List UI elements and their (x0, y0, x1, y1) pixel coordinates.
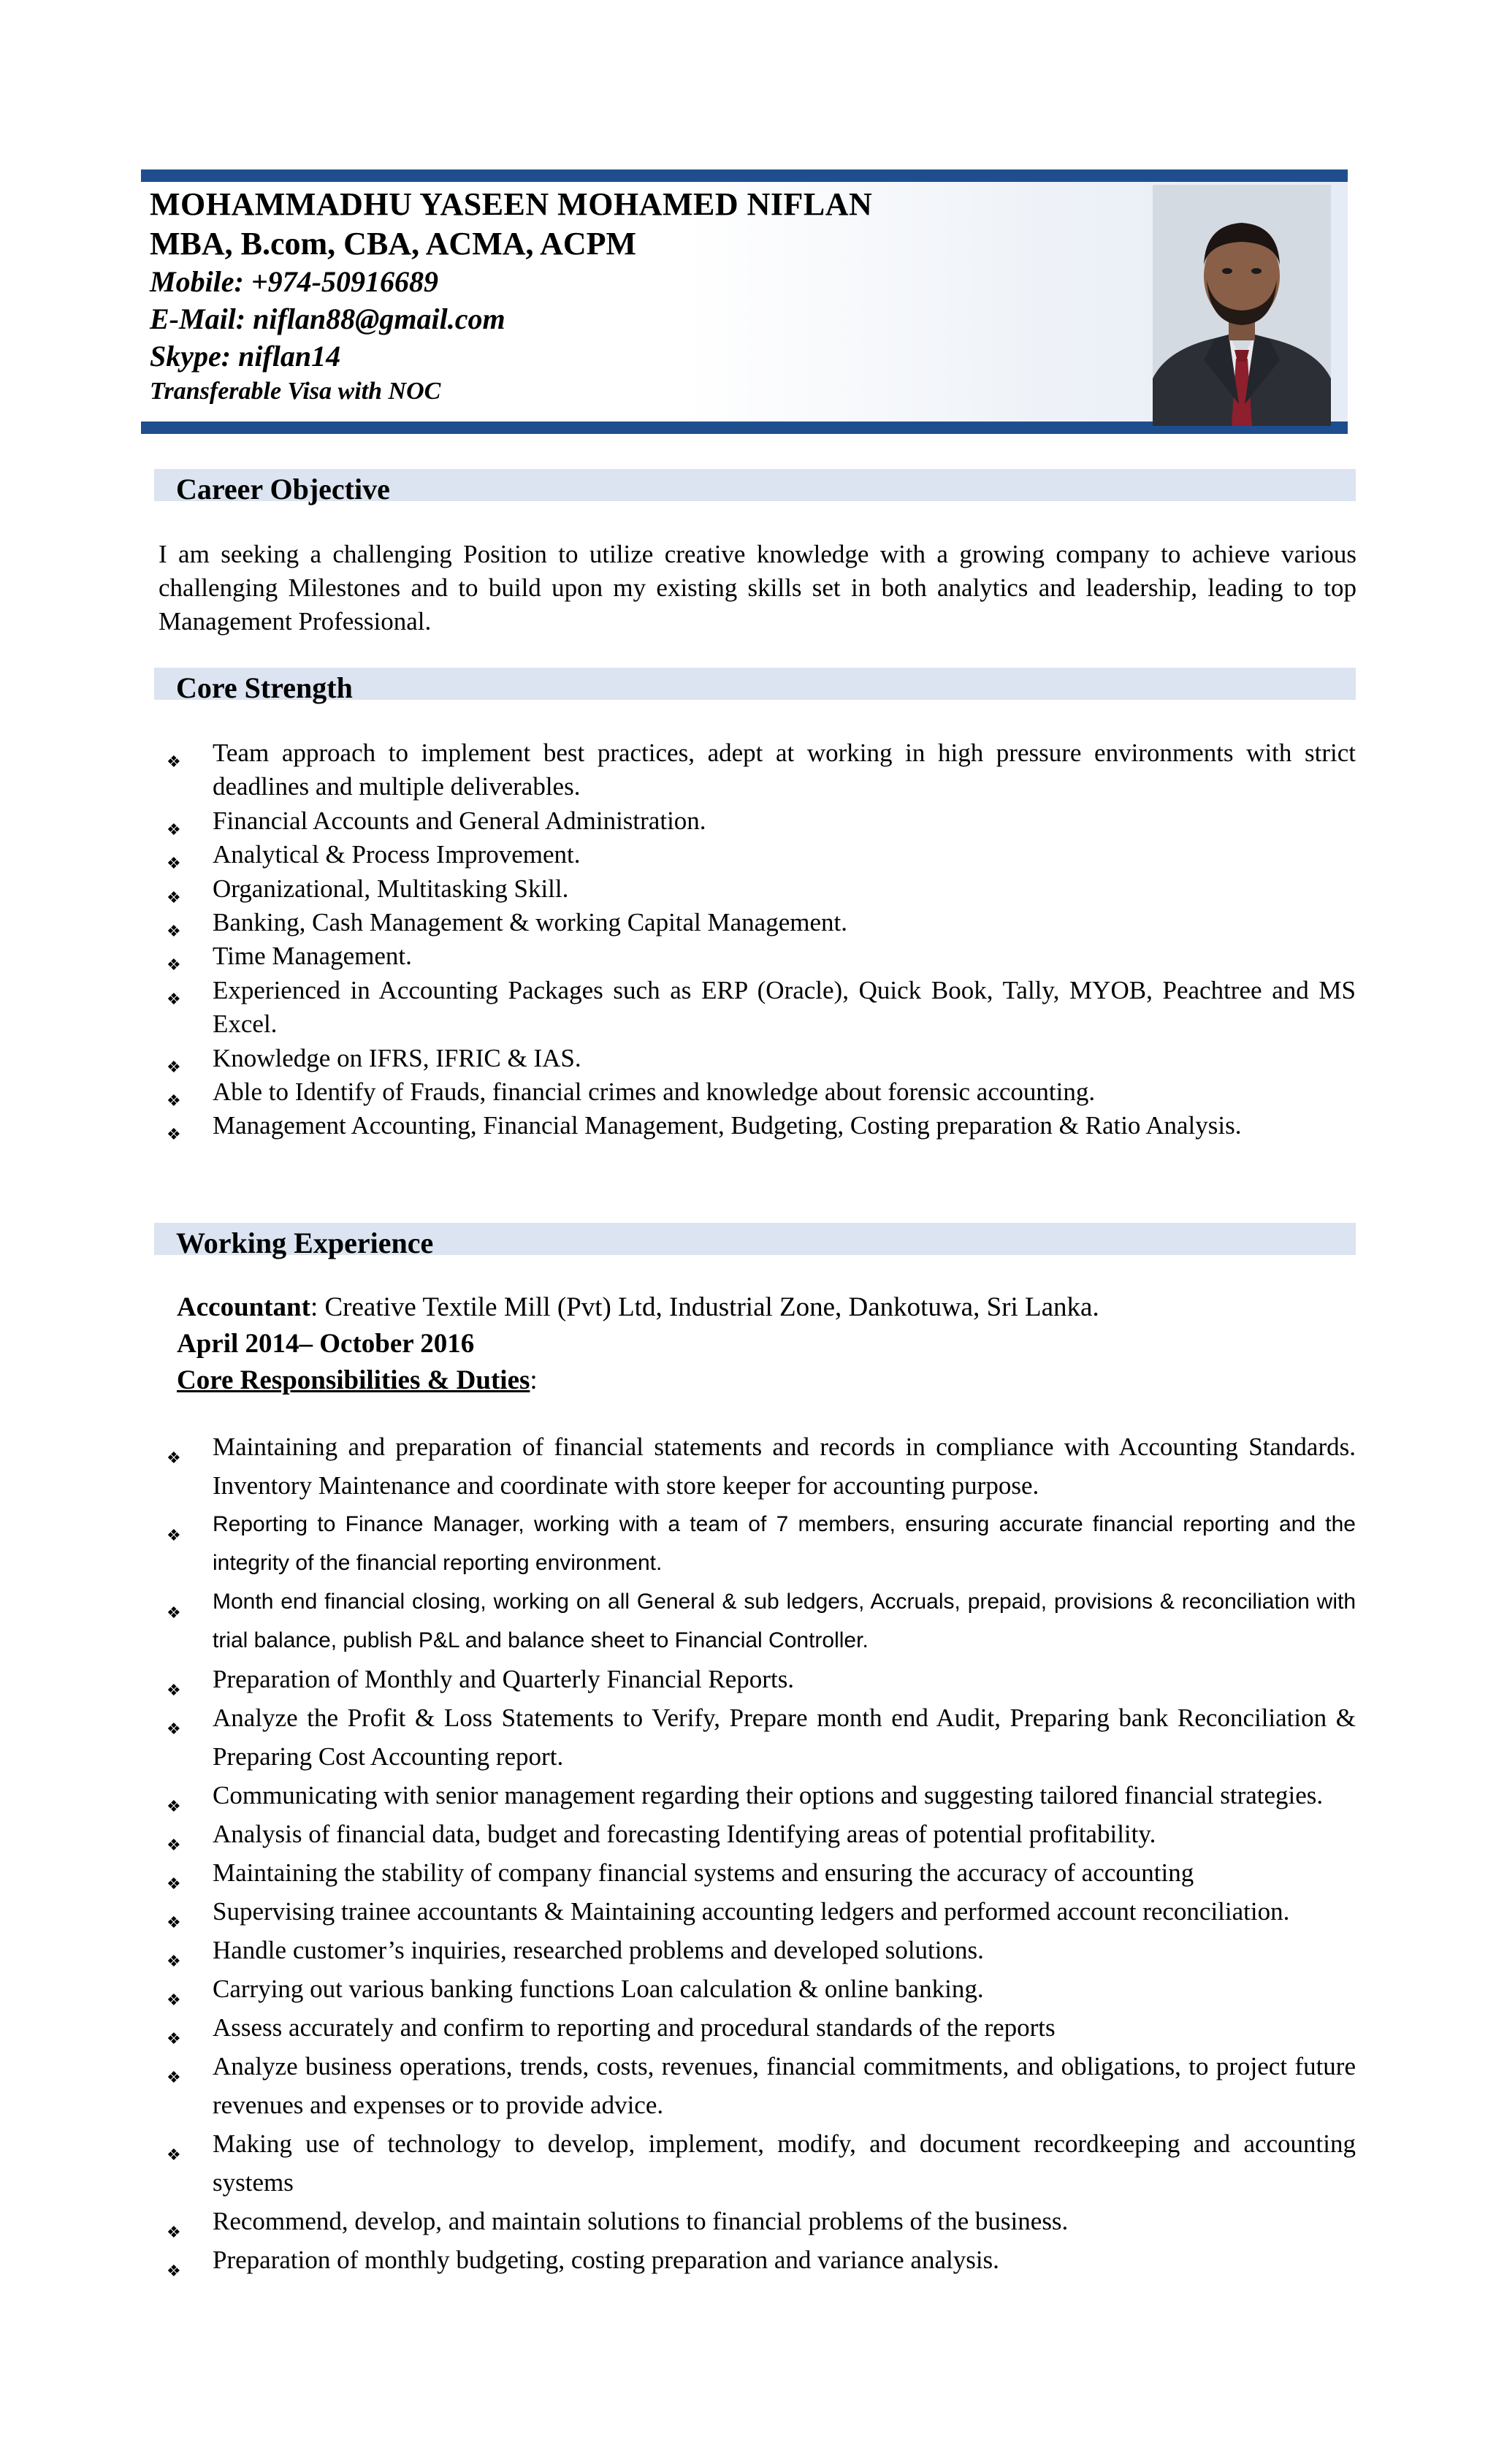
section-working-experience (154, 1223, 1356, 1259)
job-company: : Creative Textile Mill (Pvt) Ltd, Industrial Zone, Dankotuwa, Sri Lanka. (310, 1292, 1099, 1322)
list-item-text: Preparation of monthly budgeting, costing preparation and variance analysis. (213, 2246, 999, 2274)
list-item-text: Able to Identify of Frauds, financial crimes and knowledge about forensic accounting. (213, 1077, 1096, 1107)
bullet-icon: ❖ (167, 820, 181, 839)
bullet-icon: ❖ (167, 1797, 181, 1815)
list-item-text: Reporting to Finance Manager, working with a team of 7 members, ensuring accurate financial reporting and the integrity of the financial reporting environment. (213, 1512, 1356, 1575)
list-item (167, 2008, 1356, 2047)
bullet-icon: ❖ (167, 1057, 181, 1076)
list-item-text: Communicating with senior management regarding their options and suggesting tailored financial strategies. (213, 1781, 1324, 1809)
bullet-icon: ❖ (167, 922, 181, 941)
list-item-text: Supervising trainee accountants & Maintaining accounting ledgers and performed account reconciliation. (213, 1897, 1290, 1926)
bullet-icon: ❖ (167, 2262, 181, 2280)
list-item-text: Analytical & Process Improvement. (213, 840, 581, 869)
list-item-text: Experienced in Accounting Packages such as ERP (Oracle), Quick Book, Tally, MYOB, Peachtree and MS Excel. (213, 975, 1356, 1039)
list-item-text: Organizational, Multitasking Skill. (213, 874, 569, 903)
list-item-text: Knowledge on IFRS, IFRIC & IAS. (213, 1043, 581, 1072)
candidate-name: MOHAMMADHU YASEEN MOHAMED NIFLAN (150, 186, 873, 222)
bullet-icon: ❖ (167, 1913, 181, 1931)
list-item-text: Handle customer’s inquiries, researched problems and developed solutions. (213, 1936, 984, 1964)
bullet-icon: ❖ (167, 1836, 181, 1854)
list-item (167, 974, 1356, 1042)
duties-label: Core Responsibilities & Duties (177, 1365, 530, 1395)
skype-id: Skype: niflan14 (150, 340, 341, 373)
list-item-text: Month end financial closing, working on all General & sub ledgers, Accruals, prepaid, provisions & reconciliation with trial balance, publish P&L and balance sheet to Financial Controller. (213, 1590, 1356, 1652)
profile-photo (1153, 185, 1331, 426)
bullet-icon: ❖ (167, 1991, 181, 2009)
list-item-text: Assess accurately and confirm to reporting and procedural standards of the reports (213, 2013, 1056, 2042)
list-item (167, 1969, 1356, 2008)
list-item-text: Banking, Cash Management & working Capital Management. (213, 908, 847, 937)
list-item-text: Financial Accounts and General Administration. (213, 806, 706, 835)
list-item-text: Recommend, develop, and maintain solutions to financial problems of the business. (213, 2207, 1069, 2235)
list-item (167, 2047, 1356, 2124)
bullet-icon: ❖ (167, 1720, 181, 1738)
list-item-text: Analysis of financial data, budget and forecasting Identifying areas of potential profitability. (213, 1820, 1156, 1848)
list-item (167, 1892, 1356, 1931)
bullet-icon: ❖ (167, 1603, 181, 1622)
job-period: April 2014– October 2016 (177, 1329, 475, 1359)
bullet-icon: ❖ (167, 2029, 181, 2048)
bullet-icon: ❖ (167, 1526, 181, 1544)
portrait-icon (1153, 185, 1331, 426)
career-objective-text: I am seeking a challenging Position to utilize creative knowledge with a growing company to achieve various challenging Milestones and to build upon my existing skills set in both analytics and leadership, leading to top Management Professional. (159, 540, 1356, 636)
list-item (167, 1698, 1356, 1776)
section-title: Career Objective (176, 473, 390, 506)
bullet-icon: ❖ (167, 752, 181, 771)
list-item (167, 939, 1356, 973)
list-item (167, 1776, 1356, 1815)
list-item (167, 2124, 1356, 2202)
list-item (167, 1931, 1356, 1969)
list-item-text: Carrying out various banking functions Loan calculation & online banking. (213, 1975, 984, 2003)
list-item-text: Making use of technology to develop, implement, modify, and document recordkeeping and accounting systems (213, 2129, 1356, 2197)
section-title: Working Experience (176, 1227, 434, 1259)
email-address: E-Mail: niflan88@gmail.com (150, 302, 505, 335)
list-item-text: Analyze the Profit & Loss Statements to Verify, Prepare month end Audit, Preparing bank Reconciliation & Preparing Cost Accounting report. (213, 1704, 1356, 1771)
list-item (167, 2240, 1356, 2279)
list-item-text: Maintaining the stability of company financial systems and ensuring the accuracy of accounting (213, 1858, 1194, 1887)
list-item-text: Analyze business operations, trends, costs, revenues, financial commitments, and obligations, to project future revenues and expenses or to provide advice. (213, 2052, 1356, 2119)
bullet-icon: ❖ (167, 2223, 181, 2241)
list-item (167, 1660, 1356, 1698)
list-item-text: Team approach to implement best practices, adept at working in high pressure environments with strict deadlines and multiple deliverables. (213, 739, 1356, 801)
list-item (167, 872, 1356, 906)
section-core-strength (154, 668, 1356, 704)
job-role: Accountant (177, 1292, 310, 1322)
list-item (167, 1505, 1356, 1582)
bullet-icon: ❖ (167, 1091, 181, 1110)
bullet-icon: ❖ (167, 1449, 181, 1467)
list-item (167, 1582, 1356, 1660)
header-contact-block (150, 188, 1121, 411)
list-item (167, 906, 1356, 939)
bullet-icon: ❖ (167, 2145, 181, 2164)
bullet-icon: ❖ (167, 1125, 181, 1144)
bullet-icon: ❖ (167, 1874, 181, 1893)
list-item-text: Maintaining and preparation of financial statements and records in compliance with Accounting Standards. Inventory Maintenance and coordinate with store keeper for accounting purpose. (213, 1433, 1356, 1500)
list-item (167, 1109, 1356, 1143)
qualifications: MBA, B.com, CBA, ACMA, ACPM (150, 226, 637, 262)
bullet-icon: ❖ (167, 1681, 181, 1699)
bullet-icon: ❖ (167, 989, 181, 1008)
list-item (167, 804, 1356, 838)
bullet-icon: ❖ (167, 2068, 181, 2086)
header-top-bar (141, 169, 1348, 182)
core-strength-list (167, 736, 1356, 1143)
list-item (167, 2202, 1356, 2240)
list-item-text: Time Management. (213, 942, 412, 971)
bullet-icon: ❖ (167, 854, 181, 873)
bullet-icon: ❖ (167, 888, 181, 907)
duties-colon: : (530, 1365, 538, 1395)
section-career-objective (154, 469, 1356, 506)
list-item (167, 1815, 1356, 1853)
list-item (167, 1427, 1356, 1505)
list-item (167, 1853, 1356, 1892)
list-item (167, 838, 1356, 871)
duties-heading (177, 1367, 538, 1394)
section-title: Core Strength (176, 671, 353, 704)
list-item (167, 1042, 1356, 1075)
list-item-text: Management Accounting, Financial Management, Budgeting, Costing preparation & Ratio Analysis. (213, 1111, 1242, 1140)
duties-list (167, 1427, 1356, 2279)
mobile-number: Mobile: +974-50916689 (150, 265, 438, 298)
list-item (167, 1075, 1356, 1109)
bullet-icon: ❖ (167, 1952, 181, 1970)
job-title-line (177, 1294, 1099, 1321)
list-item-text: Preparation of Monthly and Quarterly Financial Reports. (213, 1665, 795, 1693)
list-item (167, 736, 1356, 804)
bullet-icon: ❖ (167, 956, 181, 974)
visa-status: Transferable Visa with NOC (150, 378, 441, 405)
